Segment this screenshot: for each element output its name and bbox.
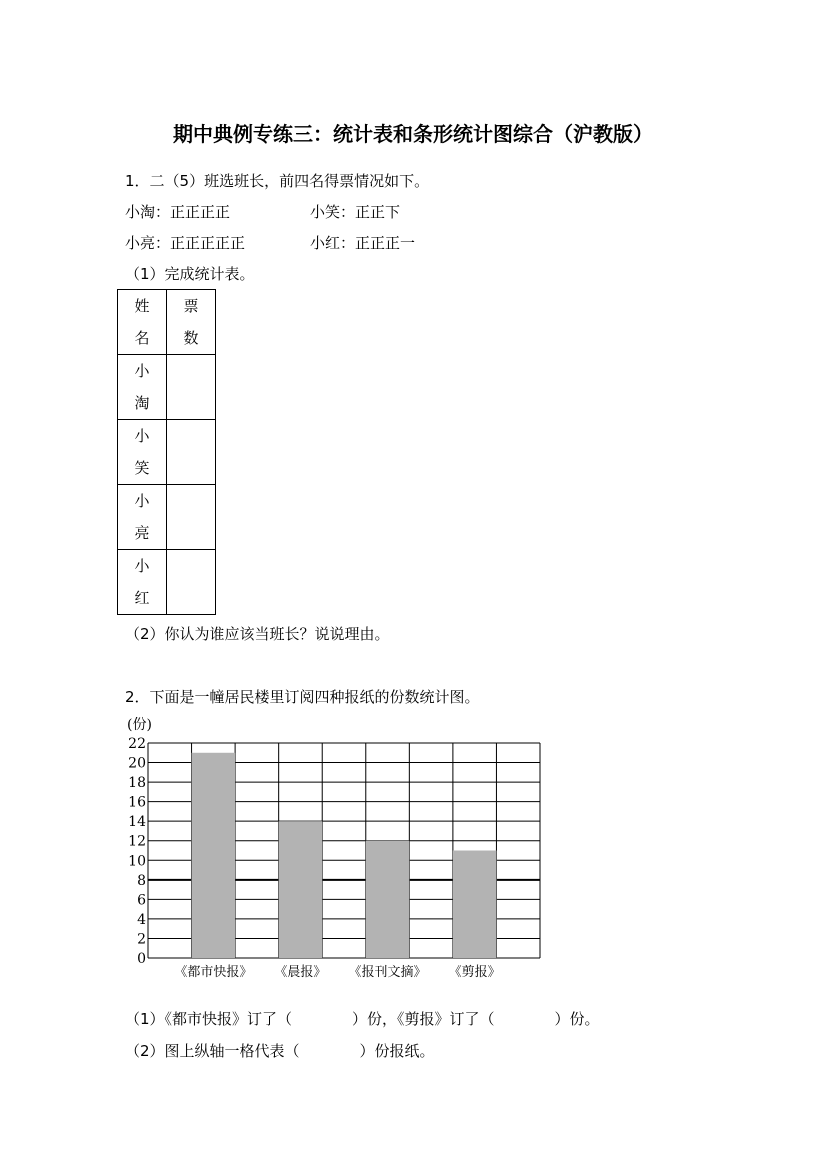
bar	[192, 753, 236, 958]
y-tick-label: 12	[128, 833, 146, 850]
y-tick-label: 16	[128, 794, 146, 811]
q2-stem: 2．下面是一幢居民楼里订阅四种报纸的份数统计图。	[125, 688, 480, 706]
q1-stem: 1．二（5）班选班长，前四名得票情况如下。	[125, 172, 430, 190]
page-title: 期中典例专练三：统计表和条形统计图综合（沪教版）	[173, 122, 653, 146]
y-tick-label: 8	[137, 872, 146, 889]
bar	[366, 841, 410, 958]
q2-part1: （1）《都市快报》订了（ ）份，《剪报》订了（ ）份。	[125, 1010, 600, 1028]
y-tick-label: 18	[128, 775, 146, 792]
vote-label: 小笑：	[310, 203, 356, 221]
vote-tally: 正正正一	[355, 234, 416, 252]
bar	[453, 851, 497, 959]
vote-label: 小亮：	[125, 234, 171, 252]
x-category-label: 《报刊文摘》	[348, 965, 427, 980]
q1-part2: （2）你认为谁应该当班长？说说理由。	[125, 625, 390, 643]
header-name-text: 姓 名	[134, 297, 150, 347]
vote-label: 小红：	[310, 234, 356, 252]
row-name-text: 小 亮	[134, 492, 150, 542]
y-tick-label: 20	[128, 755, 146, 772]
row-name-text: 小 笑	[134, 427, 150, 477]
q1-part1: （1）完成统计表。	[125, 265, 255, 283]
y-tick-label: 0	[137, 951, 146, 967]
x-category-label: 《都市快报》	[174, 965, 253, 980]
y-tick-label: 22	[128, 736, 146, 752]
bar	[279, 821, 323, 958]
y-axis-unit-label: (份)	[127, 717, 152, 733]
y-tick-label: 14	[128, 814, 146, 831]
header-votes-text: 票 数	[183, 297, 199, 347]
vote-tally: 正正正正	[170, 203, 231, 221]
y-tick-label: 4	[137, 911, 146, 928]
row-name-text: 小 红	[134, 557, 150, 607]
x-category-label: 《剪报》	[448, 965, 501, 980]
y-tick-label: 2	[137, 931, 146, 948]
row-name-text: 小 淘	[134, 362, 150, 412]
y-tick-label: 6	[137, 892, 146, 909]
vote-tally: 正正正正正	[170, 234, 246, 252]
q2-part2: （2）图上纵轴一格代表（ ）份报纸。	[125, 1042, 435, 1060]
x-category-label: 《晨报》	[274, 965, 327, 980]
y-tick-label: 10	[128, 853, 146, 870]
vote-label: 小淘：	[125, 203, 171, 221]
vote-tally: 正正下	[355, 203, 401, 221]
